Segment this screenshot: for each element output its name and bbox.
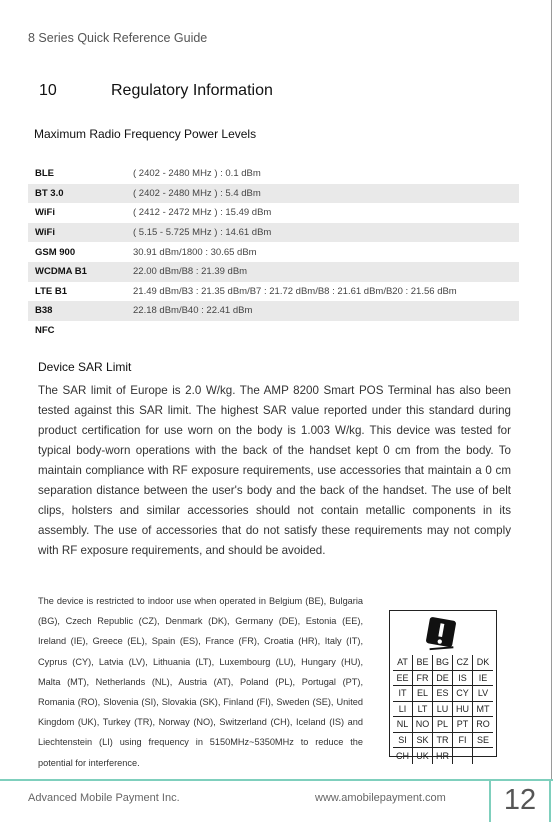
- country-code-cell: CZ: [453, 655, 473, 671]
- footer-rule: [0, 779, 553, 781]
- country-code-cell: LU: [433, 702, 453, 718]
- rf-power-value: ( 5.15 - 5.725 MHz ) : 14.61 dBm: [133, 227, 272, 239]
- country-code-cell: ES: [433, 686, 453, 702]
- country-code-cell: TR: [433, 733, 453, 749]
- warning-sign-icon: [422, 614, 460, 652]
- rf-table-row: [28, 262, 519, 282]
- country-code-cell: AT: [393, 655, 413, 671]
- country-code-cell: BE: [413, 655, 433, 671]
- country-code-cell: HU: [453, 702, 473, 718]
- sar-heading: Device SAR Limit: [38, 360, 132, 374]
- indoor-restriction-paragraph: The device is restricted to indoor use when operated in Belgium (BE), Bulgaria (BG), Czech Republic (CZ), Denmark (DK), Germany (DE), Estonia (EE), Ireland (IE), Greece (EL), Spain (ES), France (FR), Croatia (HR), Italy (IT), Cyprus (CY), Latvia (LV), Lithuania (LT), Luxembourg (LU), Hungary (HU), Malta (MT), Netherlands (NL), Austria (AT), Poland (PL), Portugal (PT), Romania (RO), Slovenia (SI), Slovakia (SK), Finland (FI), Sweden (SE), United Kingdom (UK), Turkey (TR), Norway (NO), Switzerland (CH), Iceland (IS) and Liechtenstein (LI) using frequency in 5150MHz~5350MHz to reduce the potential for interference.: [38, 596, 363, 768]
- country-code-grid: [393, 655, 493, 764]
- country-code-cell: LT: [413, 702, 433, 718]
- country-code-cell: [453, 748, 473, 764]
- country-code-cell: RO: [473, 717, 493, 733]
- rf-table-row: [28, 184, 519, 204]
- country-code-cell: FR: [413, 671, 433, 687]
- country-code-cell: HR: [433, 748, 453, 764]
- country-code-cell: LV: [473, 686, 493, 702]
- rf-band-label: NFC: [35, 325, 55, 337]
- rf-power-value: ( 2402 - 2480 MHz ) : 5.4 dBm: [133, 187, 261, 199]
- country-code-cell: EE: [393, 671, 413, 687]
- country-code-cell: MT: [473, 702, 493, 718]
- country-code-cell: UK: [413, 748, 433, 764]
- country-code-cell: [473, 748, 493, 764]
- country-code-cell: IE: [473, 671, 493, 687]
- country-code-cell: DK: [473, 655, 493, 671]
- country-code-cell: PL: [433, 717, 453, 733]
- page-number: 12: [489, 779, 551, 822]
- country-code-cell: NL: [393, 717, 413, 733]
- country-code-cell: IS: [453, 671, 473, 687]
- country-code-cell: CY: [453, 686, 473, 702]
- country-code-cell: SK: [413, 733, 433, 749]
- country-code-cell: CH: [393, 748, 413, 764]
- section-title: Regulatory Information: [111, 82, 273, 99]
- country-code-cell: DE: [433, 671, 453, 687]
- rf-band-label: WiFi: [35, 227, 55, 239]
- rf-table-title: Maximum Radio Frequency Power Levels: [34, 127, 257, 141]
- rf-band-label: LTE B1: [35, 285, 68, 297]
- rf-band-label: B38: [35, 305, 53, 317]
- rf-power-value: 21.49 dBm/B3 : 21.35 dBm/B7 : 21.72 dBm/B8 : 21.61 dBm/B20 : 21.56 dBm: [133, 285, 457, 297]
- rf-power-value: ( 2412 - 2472 MHz ) : 15.49 dBm: [133, 207, 272, 219]
- country-code-cell: LI: [393, 702, 413, 718]
- rf-table-row: [28, 223, 519, 243]
- rf-band-label: BLE: [35, 168, 54, 180]
- country-code-cell: PT: [453, 717, 473, 733]
- rf-power-table: [28, 164, 519, 340]
- rf-band-label: GSM 900: [35, 246, 76, 258]
- rf-table-row: [28, 242, 519, 262]
- rf-power-value: 30.91 dBm/1800 : 30.65 dBm: [133, 246, 257, 258]
- rf-power-value: ( 2402 - 2480 MHz ) : 0.1 dBm: [133, 168, 261, 180]
- country-code-box: [389, 610, 497, 761]
- rf-power-value: 22.00 dBm/B8 : 21.39 dBm: [133, 266, 248, 278]
- rf-band-label: WiFi: [35, 207, 55, 219]
- country-code-cell: BG: [433, 655, 453, 671]
- country-code-cell: SE: [473, 733, 493, 749]
- rf-table-row: [28, 301, 519, 321]
- footer-company: Advanced Mobile Payment Inc.: [28, 792, 180, 804]
- country-code-cell: SI: [393, 733, 413, 749]
- country-code-cell: NO: [413, 717, 433, 733]
- rf-table-row: [28, 321, 519, 341]
- rf-table-row: [28, 282, 519, 302]
- section-number: 10: [39, 82, 57, 99]
- rf-power-value: 22.18 dBm/B40 : 22.41 dBm: [133, 305, 253, 317]
- footer-website: www.amobilepayment.com: [315, 792, 446, 804]
- rf-table-row: [28, 164, 519, 184]
- country-code-cell: FI: [453, 733, 473, 749]
- rf-band-label: WCDMA B1: [35, 266, 87, 278]
- page-edge-line: [551, 0, 552, 780]
- running-header: 8 Series Quick Reference Guide: [28, 31, 208, 45]
- rf-band-label: BT 3.0: [35, 187, 64, 199]
- country-code-cell: IT: [393, 686, 413, 702]
- sar-paragraph: The SAR limit of Europe is 2.0 W/kg. The AMP 8200 Smart POS Terminal has also been tested against this SAR limit. The highest SAR value reported under this standard during product certification for use worn on the body is 1.003 W/kg. This device was tested for typical body-worn operations with the back of the handset kept 0 cm from the body. To maintain compliance with RF exposure requirements, use accessories that maintain a 0 cm separation distance between the user's body and the back of the handset. The use of belt clips, holsters and similar accessories should not contain metallic components in its assembly. The use of accessories that do not satisfy these requirements may not comply with RF exposure requirements, and should be avoided.: [38, 384, 511, 557]
- rf-table-row: [28, 203, 519, 223]
- country-code-cell: EL: [413, 686, 433, 702]
